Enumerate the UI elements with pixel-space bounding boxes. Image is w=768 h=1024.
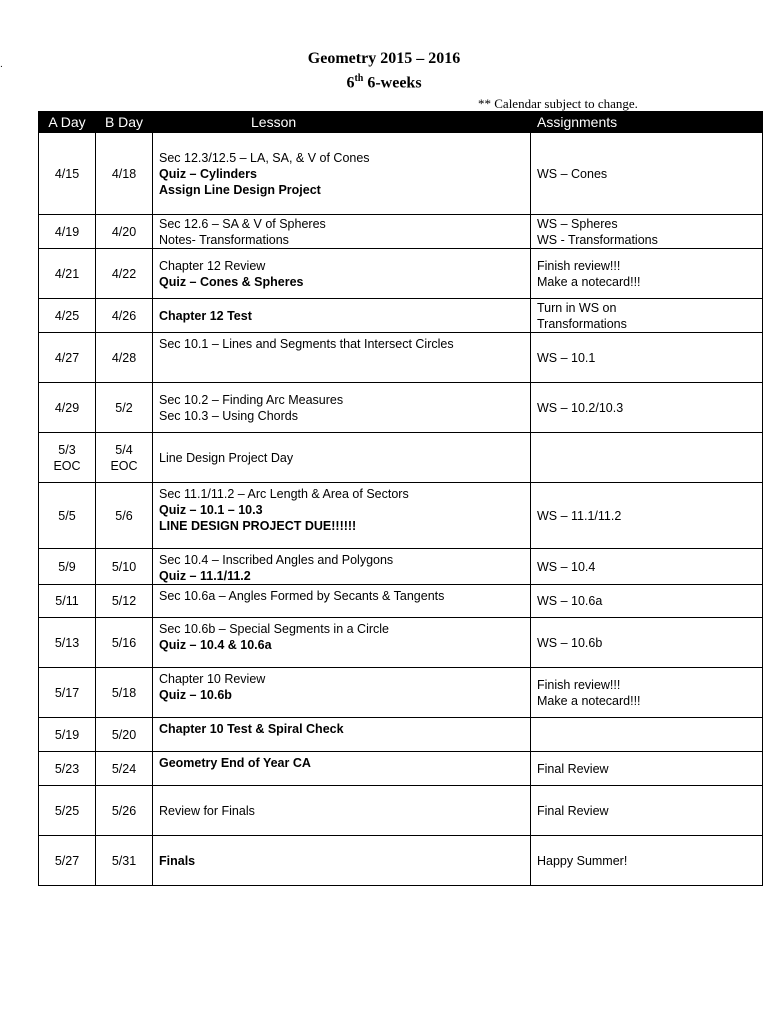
assignment-line: Finish review!!! xyxy=(537,258,621,273)
lesson-line: Review for Finals xyxy=(159,803,255,818)
b-day-date: 4/28 xyxy=(111,350,137,365)
b-day-cell xyxy=(96,618,153,668)
lesson-cell xyxy=(153,333,531,383)
lesson-line-bold: Quiz – Cones & Spheres xyxy=(159,274,304,289)
calendar-note: ** Calendar subject to change. xyxy=(478,96,638,111)
table-row xyxy=(39,718,763,752)
lesson-line: Sec 10.6a – Angles Formed by Secants & Tangents xyxy=(159,589,445,603)
assignment-cell xyxy=(531,333,763,383)
lesson-cell xyxy=(153,299,531,333)
a-day-date: 5/11 xyxy=(55,594,79,608)
header-a-day: A Day xyxy=(39,112,96,133)
a-day-date: 4/25 xyxy=(54,308,80,323)
a-day-cell xyxy=(39,483,96,549)
a-day-cell xyxy=(39,668,96,718)
lesson-cell xyxy=(153,549,531,585)
b-day-date: 4/26 xyxy=(111,308,137,323)
stray-mark: . xyxy=(0,59,3,70)
assignment-cell xyxy=(531,618,763,668)
a-day-date: 5/19 xyxy=(54,727,80,742)
table-header-row xyxy=(39,112,763,133)
a-day-cell xyxy=(39,383,96,433)
a-day-date: 5/13 xyxy=(54,635,80,650)
table-row xyxy=(39,215,763,249)
lesson-cell xyxy=(153,249,531,299)
subtitle-number: 6 xyxy=(346,74,355,92)
lesson-cell xyxy=(153,618,531,668)
b-day-date: 5/16 xyxy=(111,635,137,650)
lesson-line: Chapter 12 Review xyxy=(159,258,266,273)
lesson-line: Sec 12.6 – SA & V of Spheres xyxy=(159,216,326,231)
subtitle-superscript: th xyxy=(354,73,364,84)
a-day-date: 4/29 xyxy=(54,400,80,415)
lesson-line-bold: LINE DESIGN PROJECT DUE!!!!!! xyxy=(159,519,357,533)
b-day-date: 5/4 xyxy=(115,442,133,457)
a-day-date: 5/5 xyxy=(58,508,76,523)
header-assignments: Assignments xyxy=(531,112,763,133)
assignment-line: WS – 10.6a xyxy=(537,594,603,608)
lesson-cell xyxy=(153,718,531,752)
lesson-line-bold: Assign Line Design Project xyxy=(159,182,321,197)
a-day-date: 5/17 xyxy=(54,685,80,700)
b-day-cell xyxy=(96,786,153,836)
a-day-cell xyxy=(39,752,96,786)
b-day-cell xyxy=(96,549,153,585)
assignment-cell xyxy=(531,215,763,249)
b-day-cell xyxy=(96,133,153,215)
b-day-cell xyxy=(96,383,153,433)
a-day-cell xyxy=(39,718,96,752)
assignment-line: Transformations xyxy=(537,316,627,331)
lesson-line: Sec 10.2 – Finding Arc Measures xyxy=(159,392,344,407)
assignment-cell xyxy=(531,836,763,886)
header-b-day: B Day xyxy=(96,112,153,133)
a-day-date: 4/15 xyxy=(54,166,80,181)
b-day-cell xyxy=(96,752,153,786)
assignment-line: Happy Summer! xyxy=(537,853,628,868)
lesson-cell xyxy=(153,668,531,718)
lesson-line-bold: Finals xyxy=(159,853,196,868)
lesson-line-bold: Quiz – 10.4 & 10.6a xyxy=(159,638,272,652)
lesson-line-bold: Chapter 12 Test xyxy=(159,308,252,323)
a-day-note: EOC xyxy=(53,458,81,473)
lesson-line-bold: Quiz – Cylinders xyxy=(159,166,257,181)
assignment-line: Finish review!!! xyxy=(537,677,621,692)
lesson-cell xyxy=(153,133,531,215)
assignment-cell xyxy=(531,718,763,752)
b-day-date: 4/20 xyxy=(111,224,137,239)
lesson-line: Sec 10.3 – Using Chords xyxy=(159,408,298,423)
lesson-cell xyxy=(153,383,531,433)
lesson-cell xyxy=(153,483,531,549)
lesson-line-bold: Quiz – 10.1 – 10.3 xyxy=(159,503,263,517)
table-row xyxy=(39,433,763,483)
table-row xyxy=(39,668,763,718)
lesson-cell xyxy=(153,786,531,836)
table-row xyxy=(39,299,763,333)
a-day-cell xyxy=(39,433,96,483)
b-day-date: 5/6 xyxy=(115,508,133,523)
assignment-line: Make a notecard!!! xyxy=(537,693,641,708)
assignment-cell xyxy=(531,383,763,433)
b-day-date: 5/31 xyxy=(111,853,137,868)
b-day-date: 5/20 xyxy=(111,727,137,742)
b-day-cell xyxy=(96,836,153,886)
a-day-date: 5/25 xyxy=(54,803,80,818)
assignment-line: Final Review xyxy=(537,803,609,818)
a-day-cell xyxy=(39,618,96,668)
b-day-date: 5/12 xyxy=(111,594,137,608)
b-day-cell xyxy=(96,299,153,333)
b-day-cell xyxy=(96,249,153,299)
assignment-cell xyxy=(531,483,763,549)
assignment-line: WS – 10.1 xyxy=(537,350,596,365)
lesson-line: Sec 10.6b – Special Segments in a Circle xyxy=(159,622,389,636)
table-row xyxy=(39,549,763,585)
lesson-line: Sec 12.3/12.5 – LA, SA, & V of Cones xyxy=(159,150,370,165)
a-day-cell xyxy=(39,786,96,836)
lesson-line: Sec 10.1 – Lines and Segments that Intersect Circles xyxy=(159,337,454,351)
b-day-date: 4/22 xyxy=(111,266,137,281)
assignment-line: WS – 10.2/10.3 xyxy=(537,400,624,415)
a-day-date: 4/27 xyxy=(54,350,80,365)
table-row xyxy=(39,383,763,433)
lesson-line: Notes- Transformations xyxy=(159,232,289,247)
table-row xyxy=(39,752,763,786)
lesson-line-bold: Quiz – 10.6b xyxy=(159,688,232,702)
lesson-cell xyxy=(153,752,531,786)
b-day-cell xyxy=(96,718,153,752)
a-day-date: 4/19 xyxy=(54,224,80,239)
b-day-date: 5/24 xyxy=(111,761,137,776)
assignment-line: WS – 11.1/11.2 xyxy=(537,508,622,523)
lesson-line: Sec 10.4 – Inscribed Angles and Polygons xyxy=(159,553,394,567)
b-day-date: 5/2 xyxy=(115,400,133,415)
lesson-cell xyxy=(153,585,531,618)
a-day-date: 5/23 xyxy=(54,761,80,776)
table-row xyxy=(39,585,763,618)
assignment-cell xyxy=(531,299,763,333)
a-day-cell xyxy=(39,249,96,299)
assignment-cell xyxy=(531,249,763,299)
b-day-cell xyxy=(96,215,153,249)
table-row xyxy=(39,333,763,383)
a-day-cell xyxy=(39,549,96,585)
lesson-line-bold: Geometry End of Year CA xyxy=(159,756,311,770)
a-day-cell xyxy=(39,836,96,886)
a-day-cell xyxy=(39,299,96,333)
lesson-line-bold: Quiz – 11.1/11.2 xyxy=(159,569,251,583)
table-row xyxy=(39,618,763,668)
b-day-date: 5/26 xyxy=(111,803,137,818)
assignment-line: Turn in WS on xyxy=(537,300,617,315)
assignment-line: WS - Transformations xyxy=(537,232,658,247)
assignment-cell xyxy=(531,549,763,585)
lesson-line: Line Design Project Day xyxy=(159,450,294,465)
table-row xyxy=(39,133,763,215)
a-day-cell xyxy=(39,585,96,618)
b-day-cell xyxy=(96,585,153,618)
table-row xyxy=(39,483,763,549)
lesson-cell xyxy=(153,836,531,886)
b-day-cell xyxy=(96,668,153,718)
assignment-line: WS – 10.6b xyxy=(537,635,603,650)
a-day-cell xyxy=(39,133,96,215)
a-day-cell xyxy=(39,215,96,249)
header-lesson: Lesson xyxy=(153,112,531,133)
assignment-line: WS – 10.4 xyxy=(537,559,596,574)
assignment-cell xyxy=(531,668,763,718)
a-day-date: 4/21 xyxy=(54,266,80,281)
lesson-line-bold: Chapter 10 Test & Spiral Check xyxy=(159,722,344,736)
assignment-line: Final Review xyxy=(537,761,609,776)
assignment-cell xyxy=(531,433,763,483)
b-day-cell xyxy=(96,333,153,383)
assignment-line: Make a notecard!!! xyxy=(537,274,641,289)
table-row xyxy=(39,249,763,299)
b-day-date: 4/18 xyxy=(111,166,137,181)
assignment-line: WS – Cones xyxy=(537,166,608,181)
schedule-table xyxy=(38,111,763,886)
lesson-line: Chapter 10 Review xyxy=(159,672,266,686)
assignment-cell xyxy=(531,752,763,786)
a-day-cell xyxy=(39,333,96,383)
document-subtitle xyxy=(0,73,768,92)
a-day-date: 5/3 xyxy=(58,442,76,457)
lesson-cell xyxy=(153,433,531,483)
document-title: Geometry 2015 – 2016 xyxy=(307,50,461,67)
b-day-cell xyxy=(96,433,153,483)
a-day-date: 5/27 xyxy=(54,853,80,868)
b-day-date: 5/10 xyxy=(111,559,137,574)
schedule-body xyxy=(39,133,763,886)
assignment-cell xyxy=(531,585,763,618)
assignment-cell xyxy=(531,786,763,836)
b-day-date: 5/18 xyxy=(111,685,137,700)
a-day-date: 5/9 xyxy=(58,559,76,574)
table-row xyxy=(39,836,763,886)
b-day-note: EOC xyxy=(110,458,138,473)
lesson-line: Sec 11.1/11.2 – Arc Length & Area of Sectors xyxy=(159,487,409,501)
assignment-cell xyxy=(531,133,763,215)
lesson-cell xyxy=(153,215,531,249)
b-day-cell xyxy=(96,483,153,549)
assignment-line: WS – Spheres xyxy=(537,216,618,231)
table-row xyxy=(39,786,763,836)
subtitle-text: 6-weeks xyxy=(363,74,422,92)
